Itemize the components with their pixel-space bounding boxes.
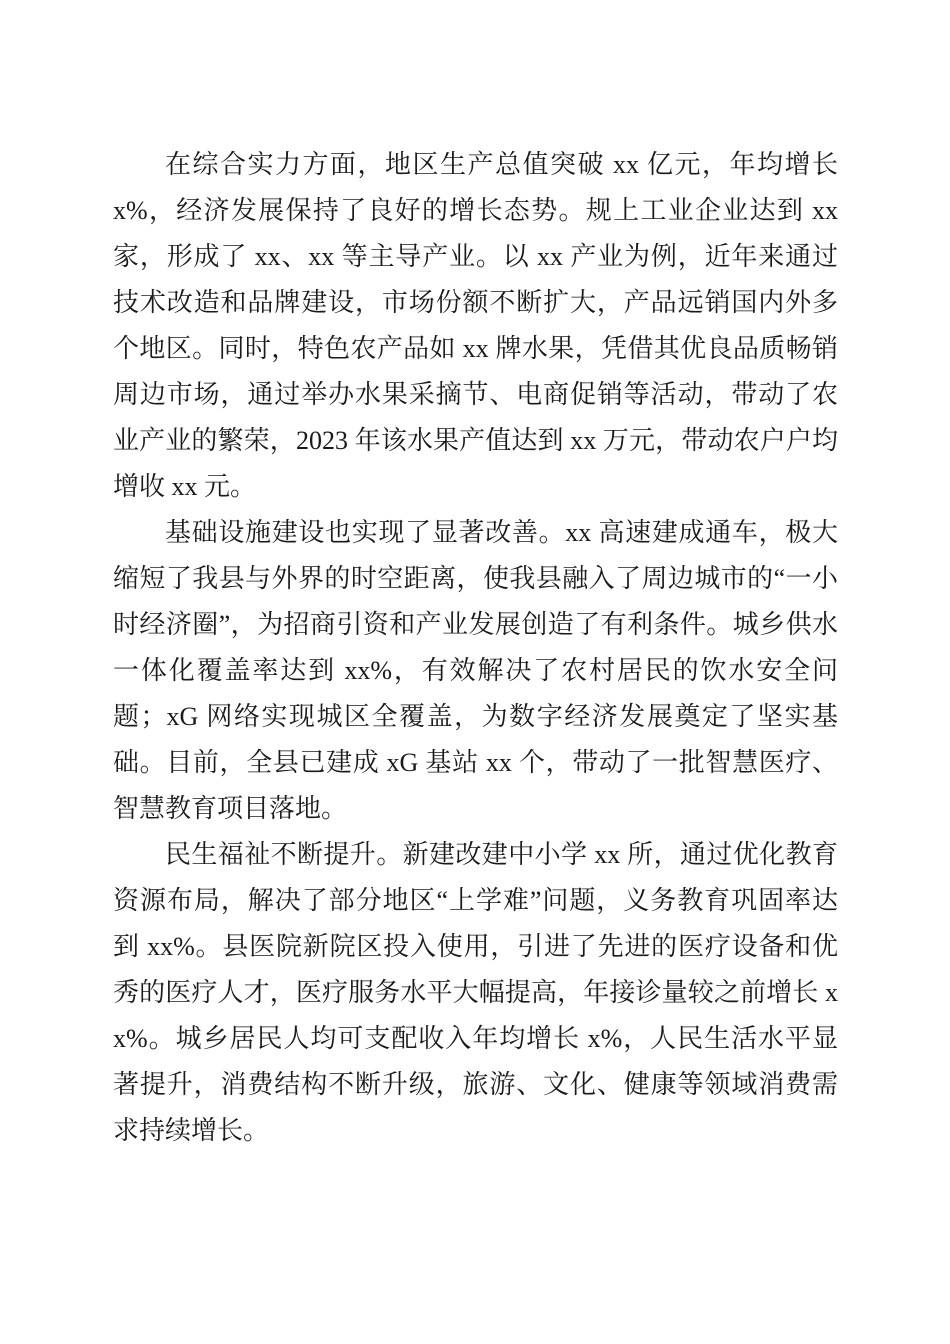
paragraph-comprehensive-strength: 在综合实力方面，地区生产总值突破 xx 亿元，年均增长 x%，经济发展保持了良好的增长态势。规上工业企业达到 xx 家，形成了 xx、xx 等主导产业。以 xx 产业为例，近年来通过技术改造和品牌建设，市场份额不断扩大，产品远销国内外多个地区。同时，特色农产品如 xx 牌水果，凭借其优良品质畅销周边市场，通过举办水果采摘节、电商促销等活动，带动了农业产业的繁荣，2023 年该水果产值达到 xx 万元，带动农户户均增收 xx 元。 (113, 150, 838, 501)
paragraph-livelihood: 民生福祉不断提升。新建改建中小学 xx 所，通过优化教育资源布局，解决了部分地区“上学难”问题，义务教育巩固率达到 xx%。县医院新院区投入使用，引进了先进的医疗设备和优秀的医疗人才，医疗服务水平大幅提高，年接诊量较之前增长 xx%。城乡居民人均可支配收入年均增长 x%，人民生活水平显著提升，消费结构不断升级，旅游、文化、健康等领域消费需求持续增长。 (113, 840, 838, 1145)
document-body (113, 142, 838, 1154)
paragraph-infrastructure: 基础设施建设也实现了显著改善。xx 高速建成通车，极大缩短了我县与外界的时空距离，使我县融入了周边城市的“一小时经济圈”，为招商引资和产业发展创造了有利条件。城乡供水一体化覆盖率达到 xx%，有效解决了农村居民的饮水安全问题；xG 网络实现城区全覆盖，为数字经济发展奠定了坚实基础。目前，全县已建成 xG 基站 xx 个，带动了一批智慧医疗、智慧教育项目落地。 (113, 518, 838, 823)
